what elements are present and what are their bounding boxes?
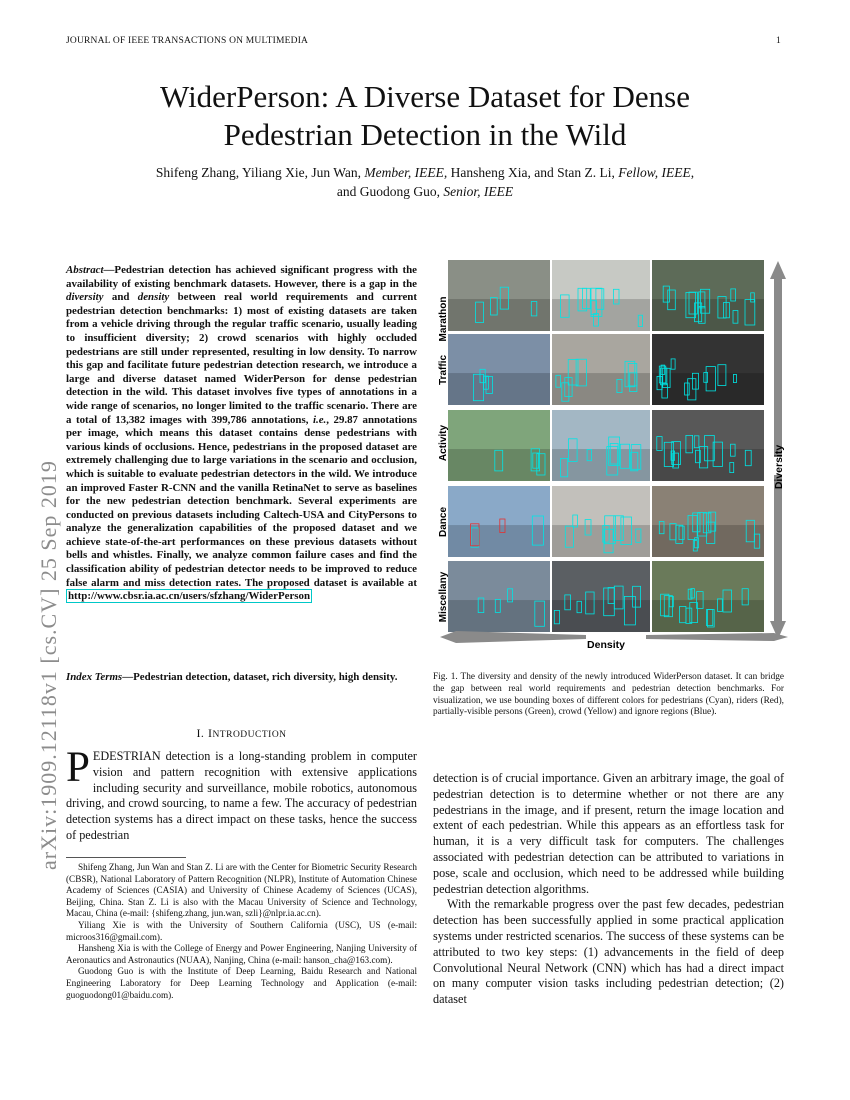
abstract-emphasis: diversity xyxy=(66,291,104,304)
right-column-text xyxy=(433,771,784,1008)
authors-line-1 xyxy=(60,163,790,182)
index-terms xyxy=(66,671,417,685)
abstract-text: —Pedestrian detection has achieved significant progress with the availability of existing benchmark datasets. However, there is a gap in the xyxy=(66,264,417,290)
paragraph: detection is of crucial importance. Given an arbitrary image, the goal of pedestrian detection is to determine whether or not there are any pedestrians in the image, and if present, return the image location and extent of each pedestrian. While this appears as an effortless task for human, it is a very difficult task for computers. The challenges associated with pedestrian detection can be attributed to variations in pose, scale and occlusion, which need to be addressed while building pedestrian detection algorithms. xyxy=(433,771,784,896)
authors-text: Hansheng Xia, and Stan Z. Li, xyxy=(447,165,619,180)
thumbnail-traffic-3 xyxy=(652,334,764,405)
intro-text: EDESTRIAN detection is a long-standing problem in computer vision and pattern recognition with extensive applications including security and surveillance, mobile robotics, autonomous driving, and crowd sourcing, to name a few. The accuracy of pedestrian detection systems has a direct impact on these tasks, hence the success of pedestrian xyxy=(66,749,417,842)
authors-text: , xyxy=(690,165,695,180)
paper-title xyxy=(60,78,790,154)
thumbnail-activity-2 xyxy=(552,410,650,481)
authors-text: and Guodong Guo, xyxy=(336,184,444,199)
authors-text: Shifeng Zhang, Yiliang Xie, Jun Wan, xyxy=(155,165,365,180)
index-terms-label: Index Terms xyxy=(66,671,123,683)
intro-paragraph xyxy=(66,744,417,844)
abstract xyxy=(66,264,417,604)
thumbnail-dance-3 xyxy=(652,486,764,557)
footnote: Guodong Guo is with the Institute of Deep Learning, Baidu Research and National Engineering Laboratory for Deep Learning Technology and Application (e-mail: guoguodong01@baidu.com). xyxy=(66,966,417,1000)
title-line-1: WiderPerson: A Diverse Dataset for Dense xyxy=(160,79,690,114)
running-header: JOURNAL OF IEEE TRANSACTIONS ON MULTIMEDIA xyxy=(66,36,309,46)
density-axis-label: Density xyxy=(587,639,625,651)
thumbnail-miscellany-3 xyxy=(652,561,764,632)
abstract-text: and xyxy=(103,291,138,304)
abstract-emphasis: density xyxy=(137,291,170,304)
thumbnail-dance-1 xyxy=(448,486,550,557)
thumbnail-traffic-2 xyxy=(552,334,650,405)
row-labels xyxy=(438,297,449,623)
diversity-axis-label: Diversity xyxy=(773,444,785,490)
thumbnail-activity-1 xyxy=(448,410,550,481)
abstract-text: , 29.87 annotations per image, which means this dataset contains dense pedestrians with various kinds of occlusions. Hence, pedestrians in the proposed dataset are extremely challenging due to large variations in the scenario and occlusion, which is suitable to evaluate pedestrian detectors in the wild. We introduce an improved Faster R-CNN and the vanilla RetinaNet to serve as baselines for the new pedestrian detection benchmark. Several experiments are conducted on previous datasets including Caltech-USA and CityPersons to analyze the generalization capabilities of the proposed dataset and we achieve state-of-the-art performances on these previous datasets without bells and whistles. Finally, we analyze common failure cases and find the classification ability of pedestrian detector needs to be improved to reduce false alarm and miss detection rates. The proposed dataset is available at xyxy=(66,413,417,589)
thumbnail-traffic-1 xyxy=(448,334,550,405)
title-line-2: Pedestrian Detection in the Wild xyxy=(223,117,627,152)
row-label-marathon: Marathon xyxy=(438,296,449,342)
page-number: 1 xyxy=(776,36,781,46)
section-number: I. xyxy=(196,726,208,740)
section-heading xyxy=(66,726,417,741)
thumbnail-marathon-1 xyxy=(448,260,550,331)
footnote: Shifeng Zhang, Jun Wan and Stan Z. Li are with the Center for Biometric Security Research (CBSR), National Laboratory of Pattern Recognition (NLPR), Institute of Automation Chinese Academy of Sciences (CASIA) and University of Chinese Academy of Sciences (UCAS), Beijing, China. Stan Z. Li is also with the Macau University of Science and Technology, Macau, China (e-mail: {shifeng.zhang, jun.wan, szli}@nlpr.ia.ac.cn). xyxy=(66,862,417,919)
thumbnail-marathon-2 xyxy=(552,260,650,331)
row-label-dance: Dance xyxy=(438,506,449,538)
arxiv-stamp: arXiv:1909.12118v1 [cs.CV] 25 Sep 2019 xyxy=(36,460,61,870)
abstract-emphasis: i.e. xyxy=(312,413,327,426)
figure-1-graphic xyxy=(436,257,796,657)
thumbnail-dance-2 xyxy=(552,486,650,557)
abstract-text: between real world requirements and current pedestrian detection benchmarks: 1) most of existing datasets are taken from a vehicle driving through the regular traffic scenario, usually leading to insufficient diversity; 2) crowd scenarios with highly occluded pedestrians are still under represented, resulting in low density. To narrow this gap and facilitate future pedestrian detection research, we introduce a large and diverse dataset named WiderPerson for dense pedestrian detection in the wild. This dataset involves five types of annotations in a wide range of scenarios, no longer limited to the traffic scenario. There are a total of 13,382 images with 399,786 annotations, xyxy=(66,291,417,426)
section-title-rest: NTRODUCTION xyxy=(212,730,287,740)
dataset-url-link[interactable]: http://www.cbsr.ia.ac.cn/users/sfzhang/WiderPerson xyxy=(68,590,311,603)
paragraph: With the remarkable progress over the past few decades, pedestrian detection has been successfully applied in some practical application systems under restricted scenarios. The success of these systems can be attributed to two key steps: (1) advancements in the field of deep Convolutional Neural Network (CNN) which has had a direct impact on many computer vision tasks including pedestrian detection; (2) dataset xyxy=(433,897,784,1007)
figure-caption: Fig. 1. The diversity and density of the newly introduced WiderPerson dataset. It can bridge the gap between real world requirements and pedestrian detection benchmarks. For visualization, we use bounding boxes of different colors for pedestrians (Cyan), riders (Red), partially-visible persons (Green), crowd (Yellow) and ignore regions (Blue). xyxy=(433,672,784,718)
thumbnail-marathon-3 xyxy=(652,260,764,331)
footnote: Hansheng Xia is with the College of Energy and Power Engineering, Nanjing University of Aeronautics and Astronautics (NUAA), Nanjing, China (e-mail: hanson_cha@163.com). xyxy=(66,943,417,965)
row-label-miscellany: Miscellany xyxy=(438,571,449,623)
footnote-rule xyxy=(66,857,186,858)
abstract-label: Abstract xyxy=(66,264,104,276)
author-membership: Senior, IEEE xyxy=(443,184,514,199)
author-membership: Fellow, IEEE xyxy=(618,165,691,180)
figure-1 xyxy=(436,257,796,657)
drop-cap: P xyxy=(66,744,90,791)
author-list xyxy=(60,163,790,201)
thumbnail-miscellany-1 xyxy=(448,561,550,632)
thumbnail-activity-3 xyxy=(652,410,764,481)
thumbnail-miscellany-2 xyxy=(552,561,650,632)
authors-line-2 xyxy=(60,182,790,201)
index-terms-text: —Pedestrian detection, dataset, rich diversity, high density. xyxy=(122,671,398,683)
section-title-initial: I xyxy=(207,726,213,740)
footnotes xyxy=(66,862,417,1001)
author-membership: Member, IEEE, xyxy=(364,165,448,180)
image-grid xyxy=(448,260,764,632)
row-label-traffic: Traffic xyxy=(438,354,449,386)
footnote: Yiliang Xie is with the University of Southern California (USC), US (e-mail: microos316@gmail.com). xyxy=(66,919,417,942)
row-label-activity: Activity xyxy=(438,424,449,462)
